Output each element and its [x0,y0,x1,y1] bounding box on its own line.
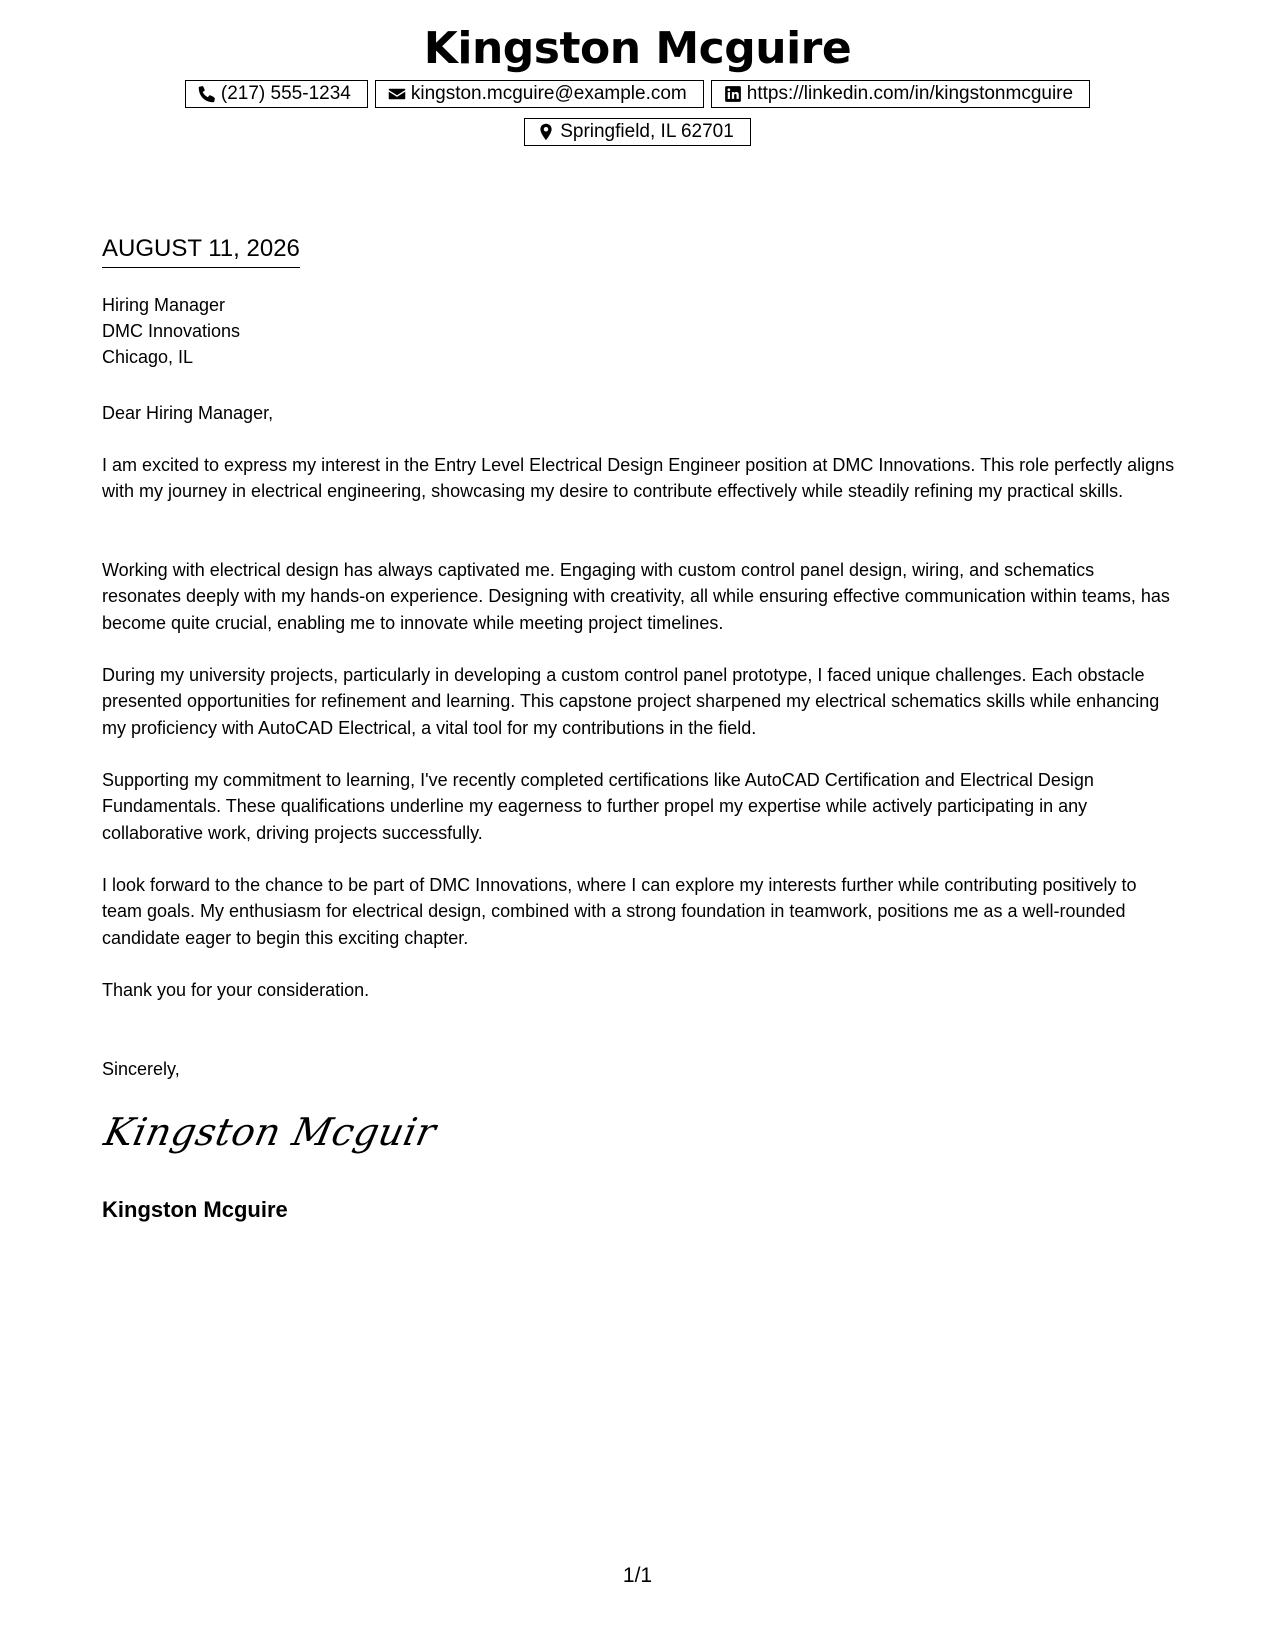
body-paragraph: I look forward to the chance to be part of DMC Innovations, where I can explore my interests further while contributing positively to team goals. My enthusiasm for electrical design, combined with a strong foundation in teamwork, positions me as a well-rounded candidate eager to begin this exciting chapter. [102,875,1137,948]
map-marker-icon [537,123,555,141]
recipient-location: Chicago, IL [102,347,194,367]
contact-linkedin [711,80,1090,108]
phone-icon [198,85,216,103]
contact-email [375,80,704,108]
contact-location [524,118,751,146]
email-text: kingston.mcguire@example.com [410,83,687,104]
signer-name: Kingston Mcguire [102,1197,288,1222]
contact-phone [185,80,368,108]
recipient-block [102,292,240,370]
body-paragraph: Working with electrical design has always captivated me. Engaging with custom control panel design, wiring, and schematics resonates deeply with my hands-on experience. Designing with creativity, all while ensuring effective communication within teams, has become quite crucial, enabling me to innovate while meeting project timelines. [102,560,1170,633]
phone-text: (217) 555-1234 [220,83,351,104]
linkedin-text: https://linkedin.com/in/kingstonmcguire [746,83,1074,104]
salutation: Dear Hiring Manager, [102,403,274,423]
contact-row-primary [0,80,1275,108]
recipient-title: Hiring Manager [102,295,226,315]
applicant-name: Kingston Mcguire [423,23,852,74]
thanks-line: Thank you for your consideration. [102,980,370,1000]
recipient-company: DMC Innovations [102,321,241,341]
letter-date: AUGUST 11, 2026 [102,234,300,268]
closing-line: Sincerely, [102,1059,180,1079]
contact-row-secondary [0,118,1275,146]
body-paragraph: I am excited to express my interest in the Entry Level Electrical Design Engineer position at DMC Innovations. This role perfectly aligns with my journey in electrical engineering, showcasing my desire to contribute effectively while steadily refining my practical skills. [102,455,1175,502]
location-text: Springfield, IL 62701 [560,121,734,142]
linkedin-icon [724,85,742,103]
handwritten-signature: Kingston Mcguir [100,1110,441,1154]
envelope-icon [388,85,406,103]
body-paragraph: Supporting my commitment to learning, I've recently completed certifications like AutoCAD Certification and Electrical Design Fundamentals. These qualifications underline my eagerness to further propel my expertise while actively participating in any collaborative work, driving projects successfully. [102,770,1094,843]
page-number: 1/1 [622,1564,653,1587]
body-paragraph: During my university projects, particularly in developing a custom control panel prototype, I faced unique challenges. Each obstacle presented opportunities for refinement and learning. This capstone project sharpened my electrical schematics skills while enhancing my proficiency with AutoCAD Electrical, a vital tool for my contributions in the field. [102,665,1160,738]
